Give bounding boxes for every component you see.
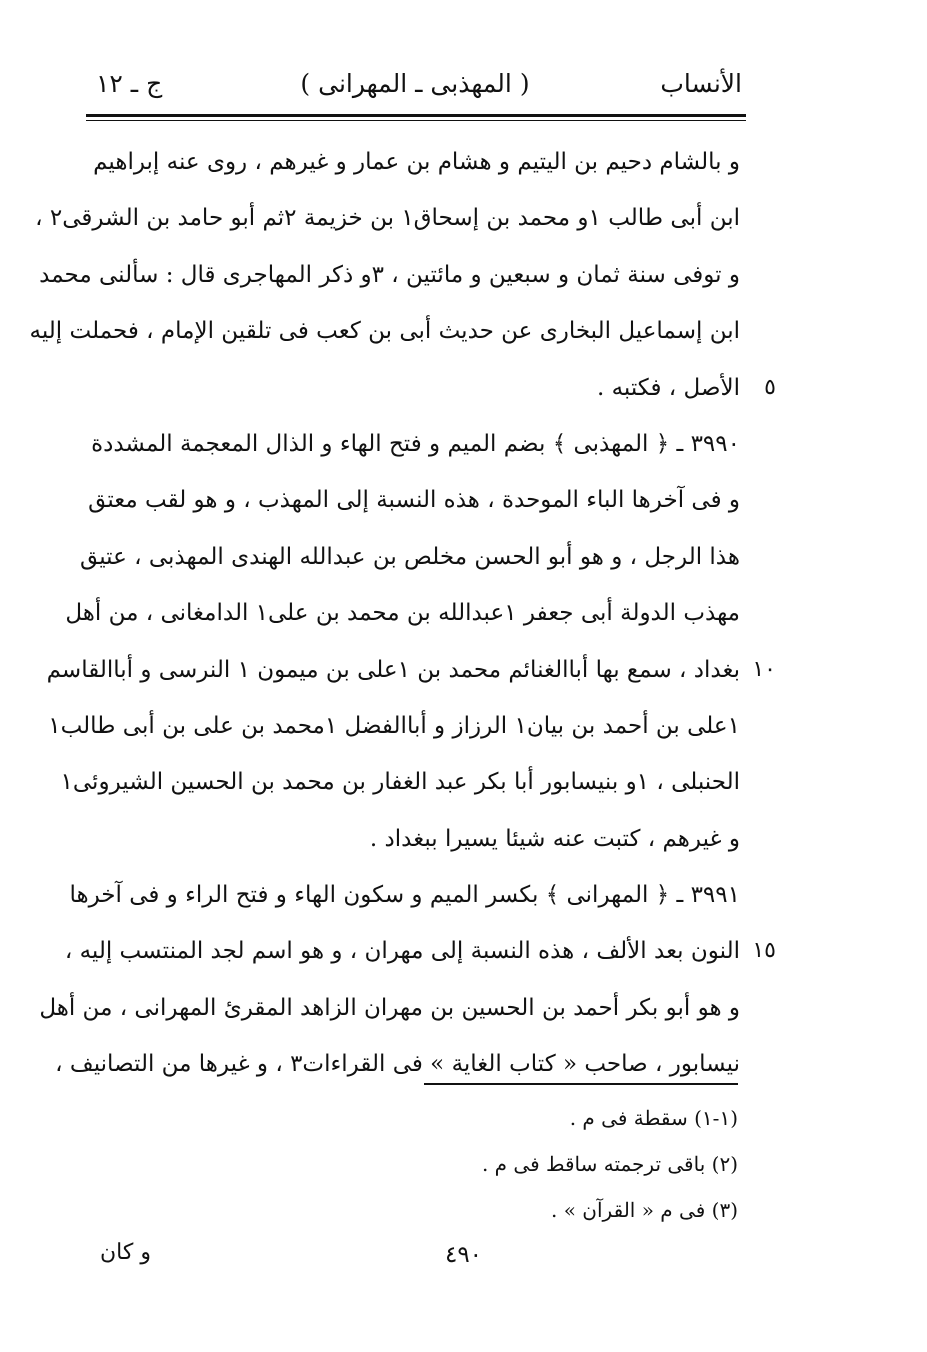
line-text: ٣٩٩٠ ـ ﴿ المهذبى ﴾ بضم الميم و فتح الهاء و الذال المعجمة المشددة xyxy=(91,430,740,457)
text-line xyxy=(80,529,740,585)
line-number: ١٥ xyxy=(752,938,776,964)
line-text: ابن أبى طالب ١و محمد بن إسحاق١ بن خزيمة ٢ثم أبو حامد بن الشرقى٢ ، xyxy=(35,205,740,232)
line-text: و توفى سنة ثمان و سبعين و مائتين ، ٣و ذكر المهاجرى قال : سألنى محمد xyxy=(39,261,740,288)
line-text: و هو أبو بكر أحمد بن الحسين بن مهران الزاهد المقرئ المهرانى ، من أهل xyxy=(39,994,740,1021)
body-text xyxy=(29,134,776,1093)
line-text: الحنبلى ، ١و بنيسابور أبا بكر عبد الغفار بن محمد بن الحسين الشيروئى١ xyxy=(60,769,740,796)
line-number: ١٠ xyxy=(752,656,776,682)
text-line xyxy=(29,303,740,359)
text-line xyxy=(100,811,740,867)
line-text: مهذب الدولة أبى جعفر ١عبدالله بن محمد بن على١ الدامغانى ، من أهل xyxy=(65,600,740,627)
text-line xyxy=(64,923,776,979)
line-text: بغداد ، سمع بها أباالغنائم محمد بن ١على بن ميمون ١ النرسى و أباالقاسم xyxy=(46,656,740,683)
text-line xyxy=(88,472,740,528)
page-number: ٤٩٠ xyxy=(444,1242,483,1268)
text-line xyxy=(65,585,740,641)
footnote: (٣) فى م « القرآن » . xyxy=(551,1198,738,1222)
text-line xyxy=(100,360,776,416)
header-rule-thick xyxy=(86,114,746,117)
header-rule-thin xyxy=(86,120,746,121)
line-text: و فى آخرها الباء الموحدة ، هذه النسبة إلى المهذب ، و هو لقب معتق xyxy=(88,487,740,514)
footnote: (٢) باقى ترجمته ساقط فى م . xyxy=(481,1152,738,1176)
line-text: ابن إسماعيل البخارى عن حديث أبى بن كعب فى تلقين الإمام ، فحملت إليه xyxy=(29,318,740,345)
line-text: هذا الرجل ، و هو أبو الحسن مخلص بن عبدالله الهندى المهذبى ، عتيق xyxy=(80,543,740,570)
text-line xyxy=(93,134,740,190)
line-text: الأصل ، فكتبه . xyxy=(596,374,740,401)
entry-heading-line xyxy=(69,867,740,923)
line-number: ٥ xyxy=(764,374,776,400)
header-volume: ج ـ ١٢ xyxy=(96,69,163,98)
text-line xyxy=(46,642,776,698)
line-text: ٣٩٩١ ـ ﴿ المهرانى ﴾ بكسر الميم و سكون الهاء و فتح الراء و فى آخرها xyxy=(69,882,740,909)
text-line xyxy=(39,980,740,1036)
line-text: ١على بن أحمد بن بيان١ الرزاز و أباالفضل ١محمد بن على بن أبى طالب١ xyxy=(48,712,740,739)
line-text: و غيرهم ، كتبت عنه شيئا يسيرا ببغداد . xyxy=(369,825,740,852)
text-line xyxy=(48,698,740,754)
text-line xyxy=(60,754,740,810)
text-line xyxy=(39,247,740,303)
line-text: نيسابور ، صاحب « كتاب الغاية » فى القراءات٣ ، و غيرها من التصانيف ، xyxy=(55,1051,740,1078)
header-section-title: ( المهذبى ـ المهرانى ) xyxy=(300,69,530,98)
footnote-rule xyxy=(424,1083,738,1085)
header-book-title: الأنساب xyxy=(660,69,742,98)
line-text: النون بعد الألف ، هذه النسبة إلى مهران ، و هو اسم لجد المنتسب إليه ، xyxy=(64,938,740,965)
entry-heading-line xyxy=(91,416,740,472)
footnote: (١-١) سقطة فى م . xyxy=(569,1106,738,1130)
text-line xyxy=(35,190,740,246)
running-header xyxy=(88,66,742,106)
catchword: و كان xyxy=(100,1240,151,1265)
line-text: و بالشام دحيم بن اليتيم و هشام بن عمار و غيرهم ، روى عنه إبراهيم xyxy=(93,149,740,175)
footnotes xyxy=(400,1095,738,1233)
